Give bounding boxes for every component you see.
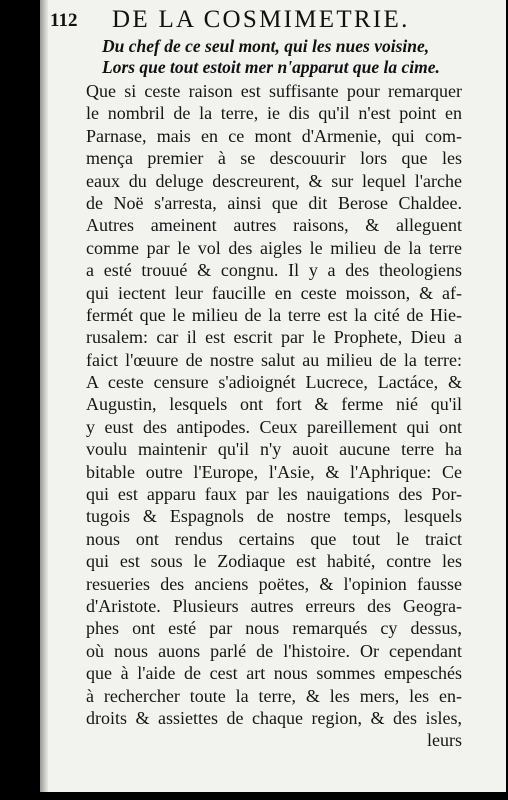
text-line: rusalem: car il est escrit par le Prophete, Dieu a bbox=[86, 327, 462, 348]
verse-line: Lors que tout estoit mer n'apparut que la cime. bbox=[102, 57, 440, 77]
text-line: faict l'œuure de nostre salut au milieu de la terre: bbox=[86, 349, 462, 370]
text-line: le nombril de la terre, ie dis qu'il n'est point en bbox=[86, 103, 462, 124]
text-line: eaux du deluge descreurent, & sur lequel l'arche bbox=[86, 170, 462, 191]
page-header bbox=[50, 6, 490, 36]
page-number: 112 bbox=[50, 10, 78, 31]
text-line: Autres ameinent autres raisons, & alleguent bbox=[86, 215, 462, 236]
text-line: qui est sous le Zodiaque est habité, contre les bbox=[86, 551, 462, 572]
text-line: Parnase, mais en ce mont d'Armenie, qui com- bbox=[86, 125, 462, 146]
text-line: phes ont esté par nous remarqués cy dessus, bbox=[86, 618, 462, 639]
verse-line: Du chef de ce seul mont, qui les nues voisine, bbox=[102, 36, 430, 56]
text-line: nous ont rendus certains que tout le traict bbox=[86, 528, 462, 549]
text-line: tugois & Espagnols de nostre temps, lesquels bbox=[86, 506, 462, 527]
page-gutter-shadow bbox=[40, 0, 48, 792]
text-line: de Noë s'arresta, ainsi que dit Berose Chaldee. bbox=[86, 192, 462, 213]
text-line: où nous auons parlé de l'histoire. Or cependant bbox=[86, 640, 462, 661]
body-paragraph bbox=[86, 80, 462, 752]
verse-couplet bbox=[102, 36, 492, 78]
text-line: resueries des anciens poëtes, & l'opinion fausse bbox=[86, 573, 462, 594]
text-line: Que si ceste raison est suffisante pour remarquer bbox=[86, 81, 462, 101]
text-line: A ceste censure s'adioignét Lucrece, Lactáce, & bbox=[86, 372, 462, 393]
running-title: DE LA COSMIMETRIE. bbox=[112, 6, 410, 33]
text-line: comme par le vol des aigles le milieu de la terre bbox=[86, 237, 462, 258]
catchword: leurs bbox=[427, 730, 462, 751]
text-line: à rechercher toute la terre, & les mers, les en- bbox=[86, 685, 462, 706]
text-line: droits & assiettes de chaque region, & des isles, bbox=[86, 707, 462, 728]
text-line: mença premier à se descouurir lors que les bbox=[86, 148, 462, 169]
text-line: bitable outre l'Europe, l'Asie, & l'Aphrique: Ce bbox=[86, 461, 462, 482]
text-line: fermét que le milieu de la terre est la cité de Hie- bbox=[86, 304, 462, 325]
text-line: y eust des antipodes. Ceux pareillement qui ont bbox=[86, 416, 462, 437]
text-line: d'Aristote. Plusieurs autres erreurs des Geogra- bbox=[86, 595, 462, 616]
text-line: que à l'aide de cest art nous sommes empeschés bbox=[86, 663, 462, 684]
text-line: voulu maintenir qu'il n'y auoit aucune terre ha bbox=[86, 439, 462, 460]
text-line: Augustin, lesquels ont fort & ferme nié qu'il bbox=[86, 394, 462, 415]
text-line: a esté trouué & congnu. Il y a des theologiens bbox=[86, 260, 462, 281]
text-line: qui iectent leur faucille en ceste moisson, & af- bbox=[86, 282, 462, 303]
text-line: qui est apparu faux par les nauigations des Por- bbox=[86, 484, 462, 505]
